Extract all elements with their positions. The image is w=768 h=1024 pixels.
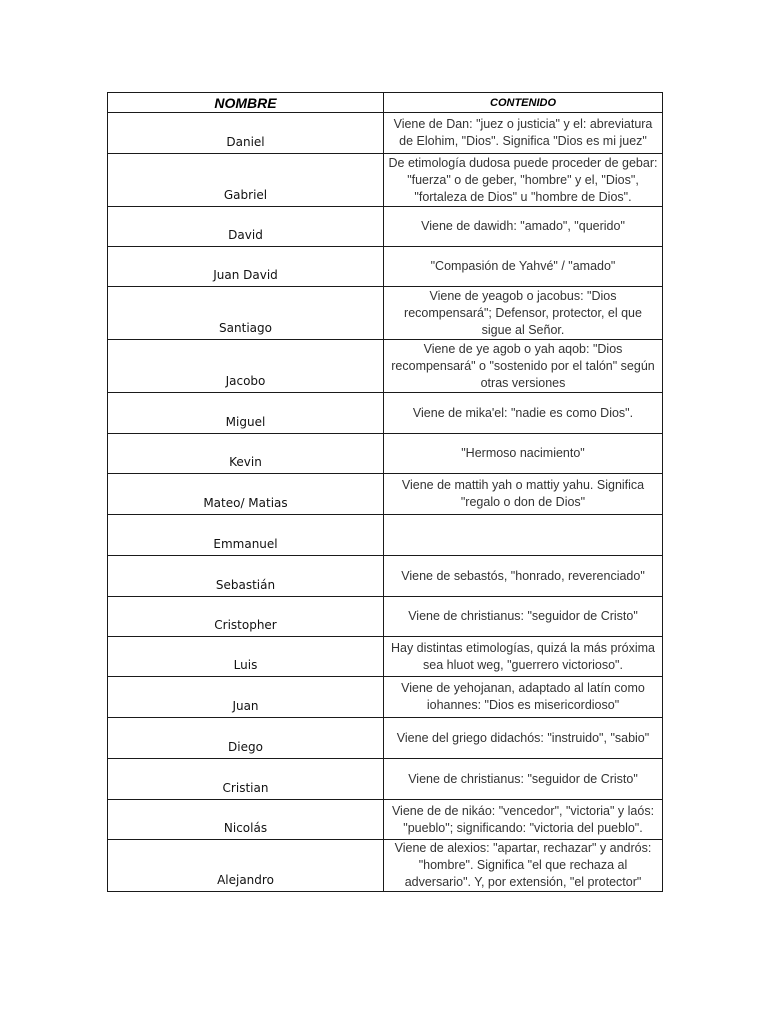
- name-cell: Santiago: [108, 287, 384, 340]
- meaning-cell: Viene de dawidh: "amado", "querido": [384, 207, 663, 247]
- meaning-cell: De etimología dudosa puede proceder de gebar: "fuerza" o de geber, "hombre" y el, "Dios", "fortaleza de Dios" u "hombre de Dios".: [384, 154, 663, 207]
- name-cell: Daniel: [108, 113, 384, 154]
- meaning-cell: Viene de alexios: "apartar, rechazar" y andrós: "hombre". Significa "el que rechaza al adversario". Y, por extensión, "el protector": [384, 840, 663, 892]
- table-row: [108, 154, 663, 207]
- table-row: [108, 637, 663, 677]
- name-cell: Diego: [108, 718, 384, 759]
- table-row: [108, 113, 663, 154]
- name-cell: Sebastián: [108, 556, 384, 597]
- table-row: [108, 207, 663, 247]
- name-cell: Luis: [108, 637, 384, 677]
- table-row: [108, 287, 663, 340]
- name-cell: Juan: [108, 677, 384, 718]
- table-row: [108, 340, 663, 393]
- meaning-cell: [384, 515, 663, 556]
- header-contenido: CONTENIDO: [384, 93, 663, 113]
- meaning-cell: Viene del griego didachós: "instruido", "sabio": [384, 718, 663, 759]
- table-row: [108, 677, 663, 718]
- meaning-cell: Viene de sebastós, "honrado, reverenciado": [384, 556, 663, 597]
- names-meaning-table: [107, 92, 663, 892]
- table-row: [108, 597, 663, 637]
- table-row: [108, 556, 663, 597]
- meaning-cell: Viene de ye agob o yah aqob: "Dios recompensará" o "sostenido por el talón" según otras versiones: [384, 340, 663, 393]
- name-cell: David: [108, 207, 384, 247]
- meaning-cell: Hay distintas etimologías, quizá la más próxima sea hluot weg, "guerrero victorioso".: [384, 637, 663, 677]
- meaning-cell: "Compasión de Yahvé" / "amado": [384, 247, 663, 287]
- table-row: [108, 474, 663, 515]
- table-row: [108, 800, 663, 840]
- name-cell: Cristopher: [108, 597, 384, 637]
- header-nombre: NOMBRE: [108, 93, 384, 113]
- table-row: [108, 840, 663, 892]
- meaning-cell: Viene de mattih yah o mattiy yahu. Significa "regalo o don de Dios": [384, 474, 663, 515]
- name-cell: Emmanuel: [108, 515, 384, 556]
- name-cell: Jacobo: [108, 340, 384, 393]
- table-row: [108, 718, 663, 759]
- meaning-cell: Viene de christianus: "seguidor de Cristo": [384, 759, 663, 800]
- name-cell: Mateo/ Matias: [108, 474, 384, 515]
- table-row: [108, 434, 663, 474]
- name-cell: Kevin: [108, 434, 384, 474]
- name-cell: Juan David: [108, 247, 384, 287]
- meaning-cell: Viene de mika'el: "nadie es como Dios".: [384, 393, 663, 434]
- name-cell: Alejandro: [108, 840, 384, 892]
- table-row: [108, 515, 663, 556]
- name-cell: Cristian: [108, 759, 384, 800]
- meaning-cell: Viene de yehojanan, adaptado al latín como iohannes: "Dios es misericordioso": [384, 677, 663, 718]
- meaning-cell: Viene de Dan: "juez o justicia" y el: abreviatura de Elohim, "Dios". Significa "Dios es mi juez": [384, 113, 663, 154]
- table-row: [108, 393, 663, 434]
- meaning-cell: "Hermoso nacimiento": [384, 434, 663, 474]
- table-row: [108, 759, 663, 800]
- name-cell: Nicolás: [108, 800, 384, 840]
- meaning-cell: Viene de christianus: "seguidor de Cristo": [384, 597, 663, 637]
- meaning-cell: Viene de yeagob o jacobus: "Dios recompensará"; Defensor, protector, el que sigue al Señor.: [384, 287, 663, 340]
- meaning-cell: Viene de de nikáo: "vencedor", "victoria" y laós: "pueblo"; significando: "victoria del pueblo".: [384, 800, 663, 840]
- table-row: [108, 247, 663, 287]
- table-header-row: [108, 93, 663, 113]
- name-cell: Gabriel: [108, 154, 384, 207]
- name-cell: Miguel: [108, 393, 384, 434]
